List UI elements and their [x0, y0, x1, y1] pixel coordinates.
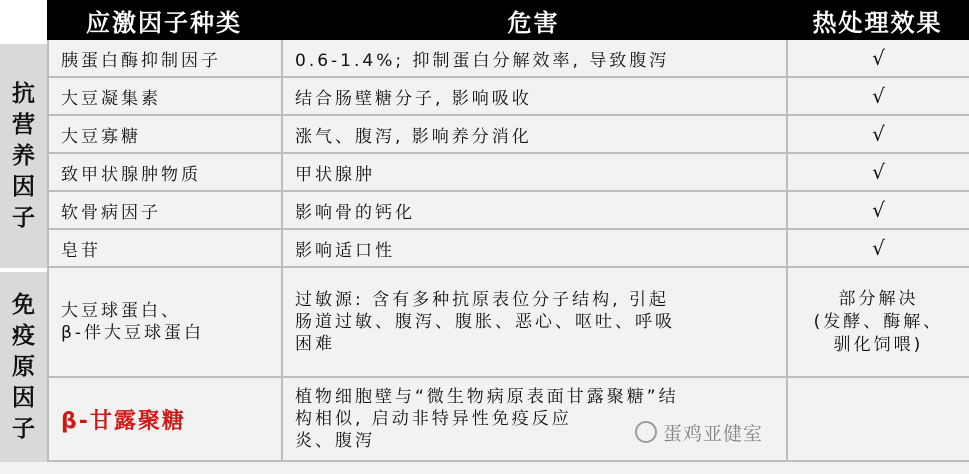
group-char: 子 — [12, 415, 35, 442]
effect-check: √ — [786, 40, 969, 78]
group-char: 原 — [12, 353, 35, 380]
group-char: 因 — [12, 384, 35, 411]
group-char: 疫 — [12, 322, 35, 349]
group-char: 营 — [12, 111, 35, 138]
harm-text: 过敏源: 含有多种抗原表位分子结构, 引起 肠道过敏、腹泻、腹胀、恶心、呕吐、呼吸 困难 — [295, 290, 675, 354]
harm-cell: 0.6-1.4%; 抑制蛋白分解效率, 导致腹泻 — [281, 40, 786, 78]
effect-cell — [786, 268, 969, 378]
effect-check: √ — [786, 192, 969, 230]
header-factor-type: 应激因子种类 — [47, 0, 281, 40]
header-corner — [0, 0, 47, 40]
effect-check: √ — [786, 230, 969, 268]
harm-cell — [281, 268, 786, 378]
group-char: 抗 — [12, 80, 35, 107]
factor-text: 大豆球蛋白、 β-伴大豆球蛋白 — [61, 301, 204, 343]
effect-check: √ — [786, 154, 969, 192]
group-char: 免 — [12, 291, 35, 318]
factor-cell: 软骨病因子 — [47, 192, 281, 230]
effect-text: 部分解决 (发酵、酶解、 驯化饲喂) — [813, 288, 944, 355]
wechat-logo-icon — [635, 421, 657, 443]
harm-cell: 影响骨的钙化 — [281, 192, 786, 230]
factor-cell: 大豆凝集素 — [47, 78, 281, 116]
group-char: 养 — [12, 142, 35, 169]
effect-check: √ — [786, 78, 969, 116]
group-anti-nutrition-label — [0, 40, 47, 268]
header-heat-effect: 热处理效果 — [786, 0, 969, 40]
harm-cell: 涨气、腹泻, 影响养分消化 — [281, 116, 786, 154]
group-immune-label — [0, 268, 47, 462]
group-char: 因 — [12, 173, 35, 200]
harm-cell: 甲状腺肿 — [281, 154, 786, 192]
factor-cell: 胰蛋白酶抑制因子 — [47, 40, 281, 78]
factor-cell — [47, 268, 281, 378]
highlight-factor-text: β-甘露聚糖 — [61, 408, 186, 434]
harm-text: 植物细胞壁与“微生物病原表面甘露聚糖”结 构相似, 启动非特异性免疫反应 炎、腹泻 — [295, 387, 679, 451]
watermark-text: 蛋鸡亚健室 — [663, 422, 764, 445]
factor-cell: 大豆寡糖 — [47, 116, 281, 154]
factor-cell: 皂苷 — [47, 230, 281, 268]
watermark — [635, 418, 965, 446]
factor-cell — [47, 378, 281, 462]
harm-cell: 影响适口性 — [281, 230, 786, 268]
factor-cell: 致甲状腺肿物质 — [47, 154, 281, 192]
header-harm: 危害 — [281, 0, 786, 40]
effect-check: √ — [786, 116, 969, 154]
group-char: 子 — [12, 204, 35, 231]
harm-cell: 结合肠壁糖分子, 影响吸收 — [281, 78, 786, 116]
